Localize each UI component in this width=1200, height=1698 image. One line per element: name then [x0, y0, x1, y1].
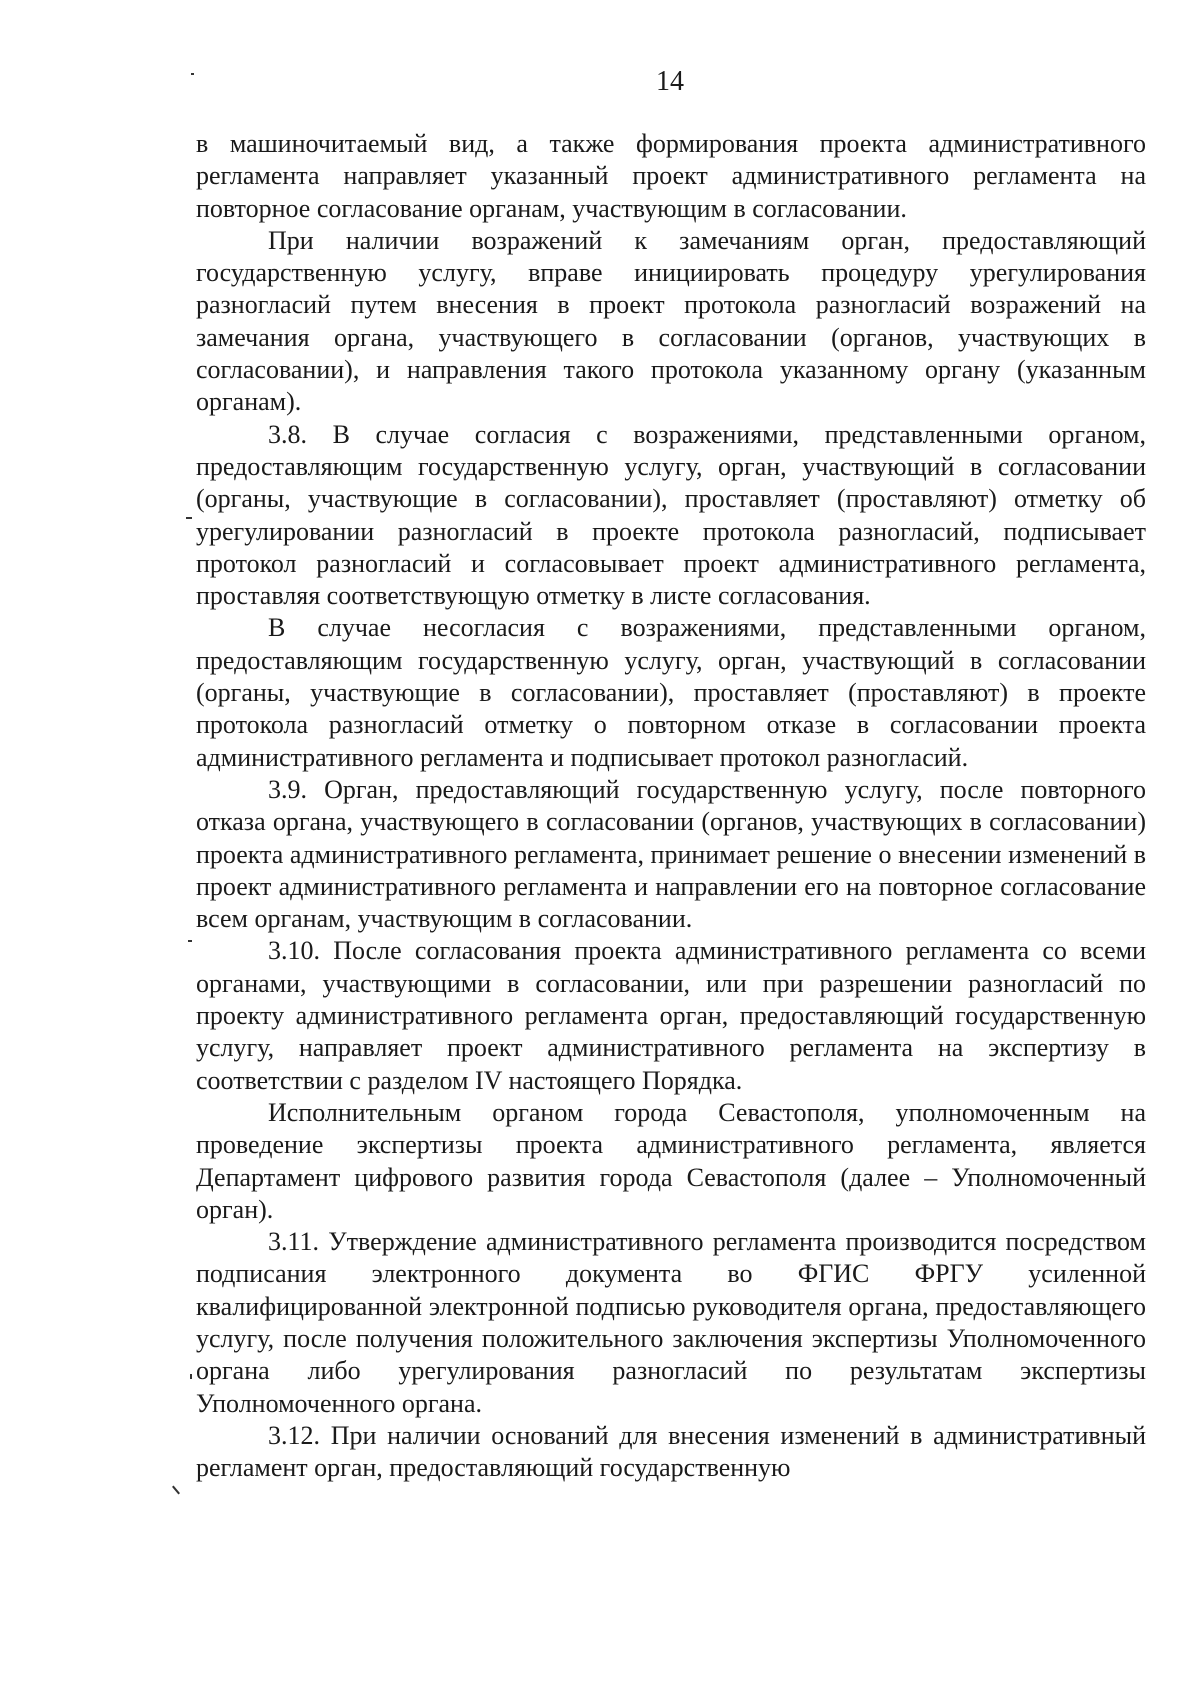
scan-speck	[172, 1486, 180, 1495]
page-number: 14	[656, 66, 684, 97]
paragraph-3-8: 3.8. В случае согласия с возражениями, представленными органом, предоставляющим государственную услугу, орган, участвующий в согласовании (органы, участвующие в согласовании), проставляет (проставляют) отметку об урегулировании разногласий в проекте протокола разногласий, подписывает протокол разногласий и согласовывает проект административного регламента, проставляя соответствующую отметку в листе согласования.	[196, 419, 1146, 611]
paragraph-3-11: 3.11. Утверждение административного регламента производится посредством подписания электронного документа во ФГИС ФРГУ усиленной квалифицированной электронной подписью руководителя органа, предоставляющего услугу, после получения положительного заключения экспертизы Уполномоченного органа либо урегулирования разногласий по результатам экспертизы Уполномоченного органа.	[196, 1227, 1146, 1418]
scan-speck	[191, 73, 194, 75]
paragraph-3-9: 3.9. Орган, предоставляющий государственную услугу, после повторного отказа органа, участвующего в согласовании (органов, участвующих в согласовании) проекта административного регламента, принимает решение о внесении изменений в проект административного регламента и направлении его на повторное согласование всем органам, участвующим в согласовании.	[196, 774, 1146, 934]
paragraph-objections: При наличии возражений к замечаниям орган, предоставляющий государственную услугу, вправе инициировать процедуру урегулирования разногласий путем внесения в проект протокола разногласий возражений на замечания органа, участвующего в согласовании (органов, участвующих в согласовании), и направления такого протокола указанному органу (указанным органам).	[196, 225, 1146, 417]
scan-speck	[190, 1374, 192, 1379]
paragraph-authorized-body: Исполнительным органом города Севастополя, уполномоченным на проведение экспертизы проекта административного регламента, является Департамент цифрового развития города Севастополя (далее – Уполномоченный орган).	[196, 1097, 1146, 1224]
paragraph-3-10: 3.10. После согласования проекта административного регламента со всеми органами, участвующими в согласовании, или при разрешении разногласий по проекту административного регламента орган, предоставляющий государственную услугу, направляет проект административного регламента на экспертизу в соответствии с разделом IV настоящего Порядка.	[196, 936, 1146, 1095]
paragraph-continuation: в машиночитаемый вид, а также формирования проекта административного регламента направляет указанный проект административного регламента на повторное согласование органам, участвующим в согласовании.	[196, 129, 1146, 223]
scan-speck	[188, 940, 192, 942]
paragraph-3-12: 3.12. При наличии оснований для внесения изменений в административный регламент орган, предоставляющий государственную	[196, 1420, 1146, 1483]
document-body	[196, 128, 1146, 1484]
scan-speck	[186, 517, 192, 519]
paragraph-disagreement: В случае несогласия с возражениями, представленными органом, предоставляющим государственную услугу, орган, участвующий в согласовании (органы, участвующие в согласовании), проставляет (проставляют) в проекте протокола разногласий отметку о повторном отказе в согласовании проекта административного регламента и подписывает протокол разногласий.	[196, 613, 1146, 772]
